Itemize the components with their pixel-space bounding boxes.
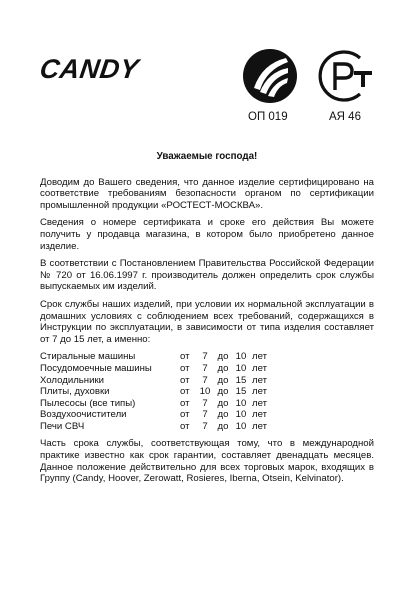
unit: лет (252, 362, 268, 374)
page-title: Уважаемые господа! (156, 151, 258, 162)
paragraph: Доводим до Вашего сведения, что данное изделие сертифицировано на соответствие требованиям безопасности органом по сертификации промышленной продукции «РОСТЕСТ-МОСКВА». (40, 176, 374, 211)
years-max: 10 (235, 362, 247, 374)
certificate-code: АЯ 46 (329, 111, 361, 123)
candy-logo (37, 52, 174, 86)
closing-paragraph: Часть срока службы, соответствующая тому, что в международной практике известно как срок гарантии, составляет двенадцать месяцев. Данное положение действительно для всех торговых марок, входящих в Группу (Candy, Hoover, Zerowatt, Rosieres, Iberna, Otsein, Kelvinator). (40, 438, 374, 485)
years-max: 10 (235, 351, 247, 363)
product-name: Посудомоечные машины (40, 362, 152, 374)
unit: лет (252, 420, 268, 432)
unit: лет (252, 374, 268, 386)
word-from: от (180, 374, 190, 386)
word-from: от (180, 362, 190, 374)
paragraph: В соответствии с Постановлением Правительства Российской Федерации № 720 от 16.06.1997 г. производитель должен определить срок службы выпускаемых им изделий. (40, 258, 374, 293)
word-to: до (217, 386, 229, 398)
word-to: до (217, 362, 229, 374)
years-max: 15 (235, 374, 247, 386)
pct-mark-icon (314, 46, 374, 106)
table-row (40, 363, 374, 375)
table-row (40, 409, 374, 421)
years-min: 7 (202, 362, 208, 374)
word-from: от (180, 351, 190, 363)
years-max: 10 (235, 420, 247, 432)
product-name: Пылесосы (все типы) (40, 397, 136, 409)
years-min: 7 (202, 420, 208, 432)
years-min: 7 (202, 351, 208, 363)
word-to: до (217, 374, 229, 386)
paragraph: Срок службы наших изделий, при условии их нормальной эксплуатации в домашних условиях с соблюдением всех требований, содержащихся в Инструкции по эксплуатации, в зависимости от типа изделия составляет от 7 до 15 лет, а именно: (40, 298, 374, 345)
logo-text: CANDY (37, 54, 141, 84)
product-name: Воздухоочистители (40, 409, 127, 421)
product-name: Стиральные машины (40, 351, 136, 363)
certificate-code: ОП 019 (248, 111, 288, 123)
word-from: от (180, 420, 190, 432)
table-row (40, 421, 374, 433)
years-min: 7 (202, 374, 208, 386)
word-to: до (217, 397, 229, 409)
word-to: до (217, 420, 229, 432)
paragraph: Сведения о номере сертификата и сроке его действия Вы можете получить у продавца магазина, в котором было приобретено данное изделие. (40, 217, 374, 252)
years-min: 10 (199, 386, 211, 398)
service-life-table (40, 351, 374, 432)
product-name: Холодильники (40, 374, 105, 386)
product-name: Печи СВЧ (40, 420, 85, 432)
letter-body (40, 151, 374, 491)
years-min: 7 (202, 397, 208, 409)
unit: лет (252, 409, 268, 421)
years-min: 7 (202, 409, 208, 421)
word-from: от (180, 397, 190, 409)
unit: лет (252, 351, 268, 363)
word-to: до (217, 409, 229, 421)
years-max: 15 (235, 386, 247, 398)
sertification-mark-icon (240, 46, 300, 106)
unit: лет (252, 386, 268, 398)
table-row (40, 386, 374, 398)
word-from: от (180, 409, 190, 421)
years-max: 10 (235, 409, 247, 421)
unit: лет (252, 397, 268, 409)
years-max: 10 (235, 397, 247, 409)
product-name: Плиты, духовки (40, 386, 110, 398)
word-to: до (217, 351, 229, 363)
table-row (40, 351, 374, 363)
table-row (40, 375, 374, 387)
table-row (40, 398, 374, 410)
word-from: от (180, 386, 190, 398)
